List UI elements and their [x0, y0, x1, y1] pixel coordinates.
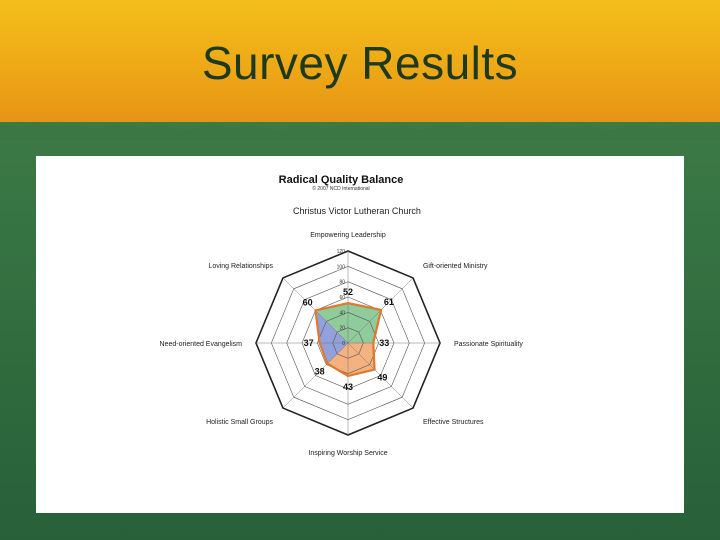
axis-label: Holistic Small Groups: [206, 418, 274, 426]
tick-label: 60: [339, 295, 345, 301]
torn-edge-divider: [0, 118, 720, 140]
tick-label: 100: [336, 264, 345, 271]
tick-label: 0: [342, 341, 345, 347]
radar-chart: [36, 156, 684, 513]
tick-label: 80: [339, 279, 345, 286]
tick-label: 40: [339, 310, 345, 317]
axis-label: Effective Structures: [422, 418, 484, 426]
value-label: 33: [379, 338, 390, 348]
chart-copyright: © 2007 NCD International: [312, 186, 370, 192]
axis-label: Empowering Leadership: [310, 232, 386, 239]
value-label: 49: [377, 372, 388, 383]
slide-title: Survey Results: [201, 37, 519, 89]
value-label: 60: [302, 297, 313, 308]
value-label: 38: [314, 366, 325, 377]
axis-label: Passionate Spirituality: [454, 341, 523, 348]
value-label: 52: [342, 287, 354, 298]
axis-label: Loving Relationships: [208, 263, 274, 271]
value-label: 43: [342, 381, 354, 392]
axis-label: Gift-oriented Ministry: [422, 263, 488, 271]
axis-label: Inspiring Worship Service: [308, 450, 388, 457]
axis-label: Need-oriented Evangelism: [159, 341, 242, 348]
chart-title: Radical Quality Balance: [278, 174, 404, 186]
profile-sectors: [315, 303, 381, 376]
radar-grid: [256, 251, 440, 435]
tick-label: 120: [336, 249, 345, 255]
value-label: 37: [303, 338, 314, 348]
chart-subtitle: Christus Victor Lutheran Church: [293, 206, 421, 216]
value-label: 61: [383, 297, 394, 308]
chart-panel: [36, 156, 684, 513]
tick-label: 20: [339, 325, 345, 332]
